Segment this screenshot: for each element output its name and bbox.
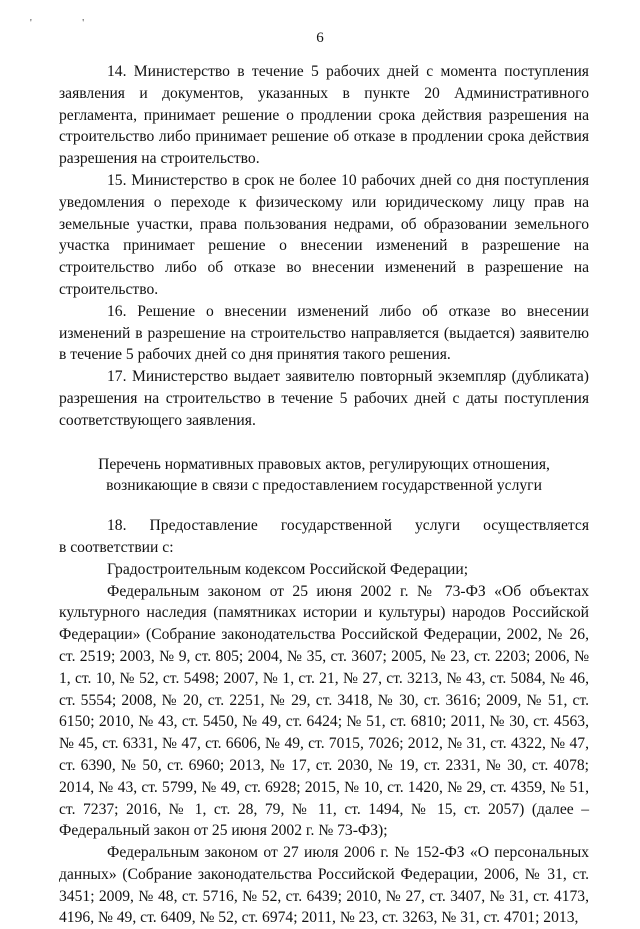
paragraph-18-law-152fz: Федеральным законом от 27 июля 2006 г. № 152-ФЗ «О персональных данных» (Собрание законодательства Российской Федерации, 2006, № 31, ст. 3451; 2009, № 48, ст. 5716, № 52, ст. 6439; 2010, № 27, ст. 3407, № 31, ст. 4173, 4196, № 49, ст. 6409, № 52, ст. 6974; 2011, № 23, ст. 3263, № 31, ст. 4701; 2013, xyxy=(59,844,589,927)
paragraph-18-law-73fz: Федеральным законом от 25 июня 2002 г. № 73-ФЗ «Об объектах культурного наследия (памятниках истории и культуры) народов Российской Федерации» (Собрание законодательства Российской Федерации, 2002, № 26, ст. 2519; 2003, № 9, ст. 805; 2004, № 35, ст. 3607; 2005, № 23, ст. 2203; 2006, № 1, ст. 10, № 52, ст. 5498; 2007, № 1, ст. 21, № 27, ст. 3213, № 43, ст. 5084, № 46, ст. 5554; 2008, № 20, ст. 2251, № 29, ст. 3418, № 30, ст. 3616; 2009, № 51, ст. 6150; 2010, № 43, ст. 5450, № 49, ст. 6424; № 51, ст. 6810; 2011, № 30, ст. 4563, № 45, ст. 6331, № 47, ст. 6606, № 49, ст. 7015, 7026; 2012, № 31, ст. 4322, № 47, ст. 6390, № 50, ст. 6960; 2013, № 17, ст. 2030, № 19, ст. 2331, № 30, ст. 4078; 2014, № 43, ст. 5799, № 49, ст. 6928; 2015, № 10, ст. 1420, № 29, ст. 4359, № 51, ст. 7237; 2016, № 1, ст. 28, 79, № 11, ст. 1494, № 15, ст. 2057) (далее – Федеральный закон от 25 июня 2002 г. № 73-ФЗ); xyxy=(59,582,589,840)
paragraph-17: 17. Министерство выдает заявителю повторный экземпляр (дубликата) разрешения на строительство в течение 5 рабочих дней с даты поступления соответствующего заявления. xyxy=(59,368,589,429)
section-heading: Перечень нормативных правовых актов, регулирующих отношения, возникающие в связи с предоставлением государственной услуги xyxy=(98,455,550,495)
paragraph-18-line2: в соответствии с: xyxy=(59,538,174,556)
paragraph-18-code: Градостроительным кодексом Российской Федерации; xyxy=(107,560,469,578)
paragraph-14: 14. Министерство в течение 5 рабочих дней с момента поступления заявления и документов, указанных в пункте 20 Административного регламента, принимает решение о продлении срока действия разрешения на строительство либо принимает решение об отказе в продлении срока действия разрешения на строительство. xyxy=(59,63,589,168)
page-number: 6 xyxy=(316,30,324,46)
document-body xyxy=(59,61,589,929)
paragraph-18-line1: 18. Предоставление государственной услуги осуществляется xyxy=(107,517,589,535)
paragraph-15: 15. Министерство в срок не более 10 рабочих дней со дня поступления уведомления о переходе к физическому или юридическому лицу прав на земельные участки, права пользования недрами, об образовании земельного участка принимает решение о внесении изменений в разрешение на строительство либо об отказе во внесении изменений в разрешение на строительство. xyxy=(59,171,589,298)
scan-specks: ' ' xyxy=(30,18,109,29)
paragraph-16: 16. Решение о внесении изменений либо об отказе во внесении изменений в разрешение на строительство направляется (выдается) заявителю в течение 5 рабочих дней со дня принятия такого решения. xyxy=(59,302,589,364)
